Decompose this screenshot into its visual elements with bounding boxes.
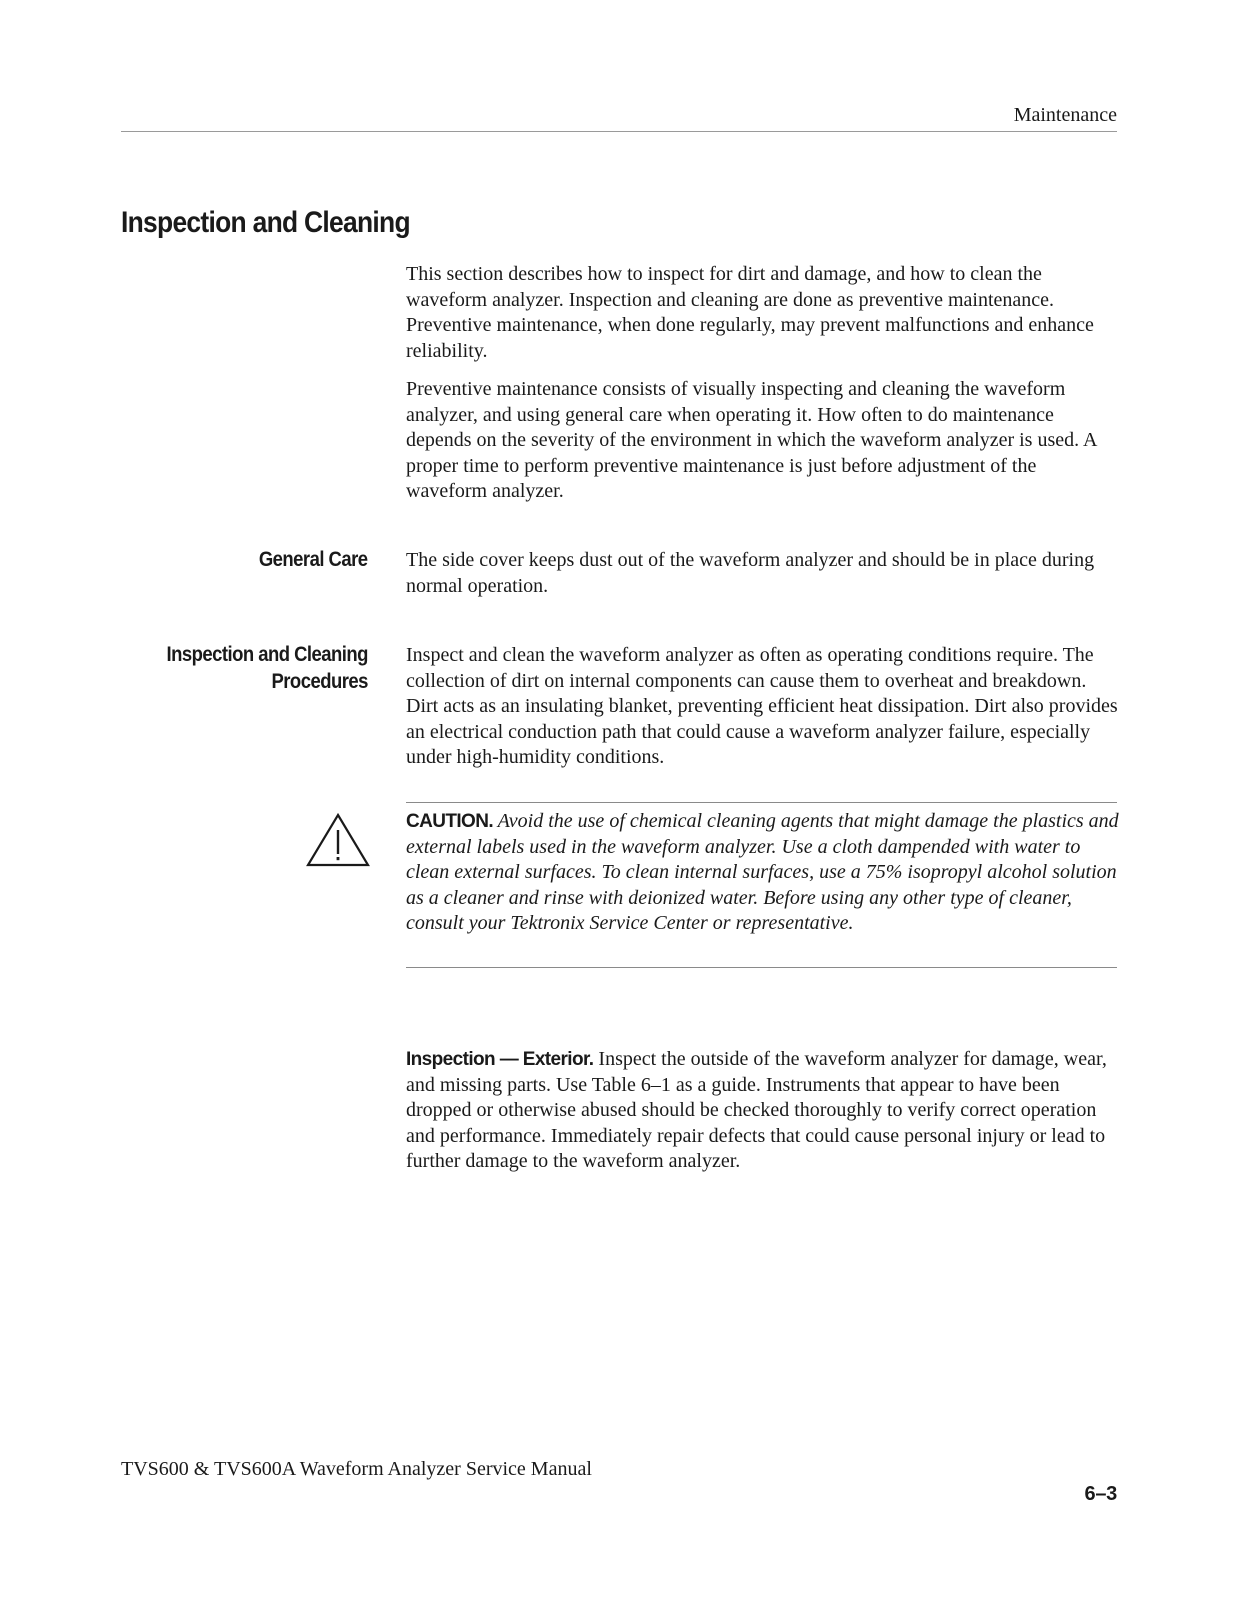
exterior-inspection-paragraph: [406, 1047, 1122, 1175]
footer-manual-title: TVS600 & TVS600A Waveform Analyzer Service Manual: [121, 1458, 592, 1480]
intro-paragraph-1: This section describes how to inspect for dirt and damage, and how to clean the waveform analyzer. Inspection and cleaning are done as preventive maintenance. Preventive maintenance, when done regularly, may prevent malfunctions and enhance reliability.: [406, 263, 1094, 362]
caution-text: Avoid the use of chemical cleaning agents that might damage the plastics and external labels used in the waveform analyzer. Use a cloth dampended with water to clean external surfaces. To clean internal surfaces, use a 75% isopropyl alcohol solution as a cleaner and rinse with deionized water. Before using any other type of cleaner, consult your Tektronix Service Center or representative.: [406, 810, 1119, 935]
page-number: 6–3: [1084, 1483, 1117, 1505]
warning-triangle-icon: [305, 812, 371, 868]
caution-bottom-rule: [406, 967, 1117, 968]
procedures-heading-line-1: Inspection and Cleaning: [166, 643, 368, 666]
section-title: Inspection and Cleaning: [121, 206, 410, 239]
running-header: Maintenance: [1013, 104, 1117, 126]
procedures-heading-line-2: Procedures: [271, 670, 368, 693]
intro-paragraph-2: Preventive maintenance consists of visually inspecting and cleaning the waveform analyzer, and using general care when operating it. How often to do maintenance depends on the severity of the environment in which the waveform analyzer is used. A proper time to perform preventive maintenance is just before adjustment of the waveform analyzer.: [406, 378, 1097, 503]
caution-top-rule: [406, 802, 1117, 803]
general-care-heading: General Care: [259, 548, 368, 571]
exterior-inspection-label: Inspection — Exterior.: [406, 1049, 594, 1070]
caution-block: [406, 809, 1122, 937]
procedures-text: Inspect and clean the waveform analyzer as often as operating conditions require. The collection of dirt on internal components can cause them to overheat and breakdown. Dirt acts as an insulating blanket, preventing efficient heat dissipation. Dirt also provides an electrical conduction path that could cause a waveform analyzer failure, especially under high-humidity conditions.: [406, 644, 1118, 769]
procedures-heading: [167, 641, 368, 695]
caution-label: CAUTION.: [406, 811, 494, 832]
general-care-text: The side cover keeps dust out of the waveform analyzer and should be in place during normal operation.: [406, 549, 1095, 597]
header-rule: [121, 131, 1117, 132]
exterior-inspection-text: Inspect the outside of the waveform analyzer for damage, wear, and missing parts. Use Table 6–1 as a guide. Instruments that appear to have been dropped or otherwise abused should be checked thoroughly to verify correct operation and performance. Immediately repair defects that could cause personal injury or lead to further damage to the waveform analyzer.: [406, 1048, 1107, 1173]
